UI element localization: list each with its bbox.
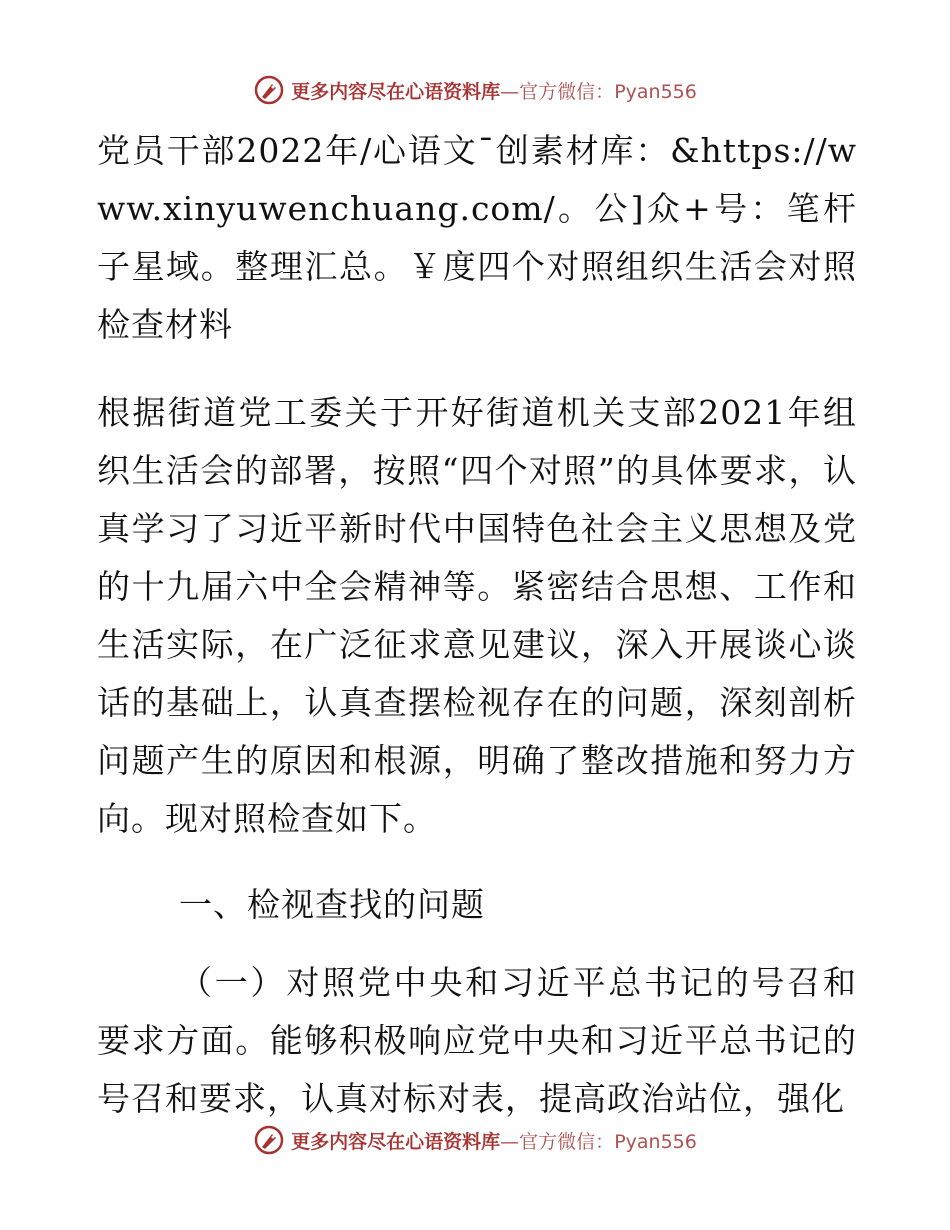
pen-nib-circle-icon: [253, 74, 285, 106]
watermark-wechat: Pyan556: [614, 1130, 697, 1153]
watermark-dash: —: [500, 1130, 520, 1153]
watermark-official: 官方微信：: [519, 1130, 615, 1153]
watermark-main: 更多内容尽在心语资料库: [291, 1130, 501, 1153]
subsection-paragraph: （一）对照党中央和习近平总书记的号召和要求方面。能够积极响应党中央和习近平总书记的号召和要求，认真对标对表，提高政治站位，强化: [97, 963, 857, 1118]
title-paragraph: 党员干部2022年/心语文¯创素材库：&https://www.xinyuwenchuang.com/。公]众+号：笔杆子星域。整理汇总。￥度四个对照组织生活会对照检查材料: [97, 131, 857, 344]
watermark-official: 官方微信：: [519, 80, 615, 103]
watermark-main: 更多内容尽在心语资料库: [291, 80, 501, 103]
watermark-dash: —: [500, 80, 520, 103]
pen-nib-circle-icon: [253, 1124, 285, 1156]
header-watermark: [0, 70, 950, 110]
watermark-wechat: Pyan556: [614, 80, 697, 103]
document-body: [97, 118, 857, 1128]
watermark-text: [291, 77, 697, 104]
intro-paragraph: 根据街道党工委关于开好街道机关支部2021年组织生活会的部署，按照“四个对照”的具体要求，认真学习了习近平新时代中国特色社会主义思想及党的十九届六中全会精神等。紧密结合思想、工作和生活实际，在广泛征求意见建议，深入开展谈心谈话的基础上，认真查摆检视存在的问题，深刻剖析问题产生的原因和根源，明确了整改措施和努力方向。现对照检查如下。: [97, 393, 857, 838]
section-heading: 一、检视查找的问题: [179, 885, 485, 924]
footer-watermark: [0, 1120, 950, 1160]
watermark-text: [291, 1127, 697, 1154]
